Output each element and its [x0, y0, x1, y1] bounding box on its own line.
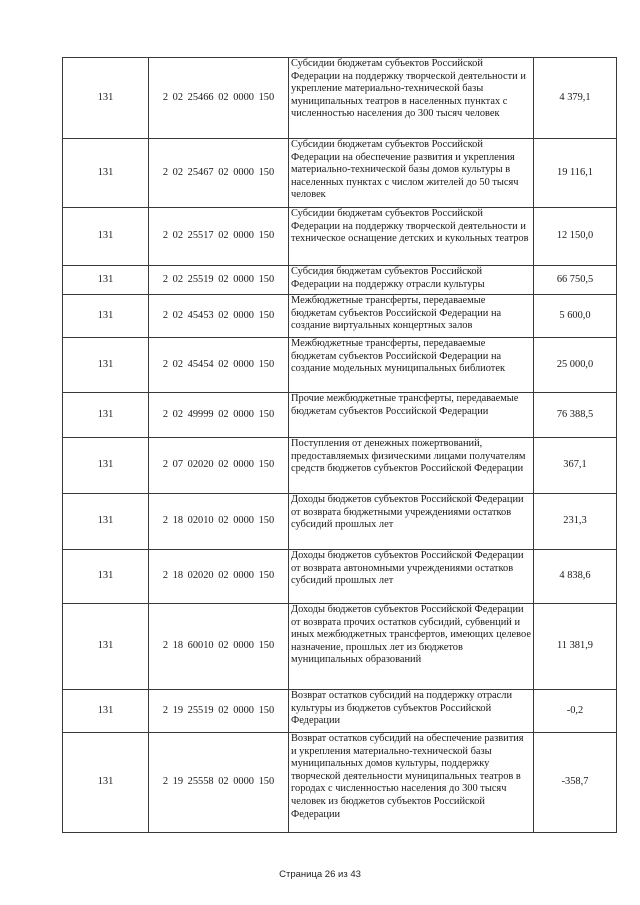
- amount-cell: 231,3: [534, 494, 617, 550]
- table-row: [63, 139, 617, 208]
- table-row: [63, 494, 617, 550]
- table-row: [63, 295, 617, 338]
- revenue-name-cell: Межбюджетные трансферты, передаваемые бюджетам субъектов Российской Федерации на создание виртуальных концертных залов: [289, 295, 534, 338]
- revenue-name-cell: Поступления от денежных пожертвований, предоставляемых физическими лицами получателям средств бюджетов субъектов Российской Федерации: [289, 438, 534, 494]
- budget-code-cell: 2 18 60010 02 0000 150: [149, 604, 289, 690]
- revenue-name-cell: Доходы бюджетов субъектов Российской Федерации от возврата прочих остатков субсидий, субвенций и иных межбюджетных трансфертов, имеющих целевое назначение, прошлых лет из бюджетов муниципальных образований: [289, 604, 534, 690]
- admin-code-cell: 131: [63, 550, 149, 604]
- table-row: [63, 550, 617, 604]
- admin-code-cell: 131: [63, 733, 149, 833]
- admin-code-cell: 131: [63, 494, 149, 550]
- budget-code-cell: 2 02 25519 02 0000 150: [149, 266, 289, 295]
- table-row: [63, 438, 617, 494]
- admin-code-cell: 131: [63, 266, 149, 295]
- amount-cell: 19 116,1: [534, 139, 617, 208]
- table-row: [63, 690, 617, 733]
- revenue-name-cell: Субсидия бюджетам субъектов Российской Федерации на поддержку отрасли культуры: [289, 266, 534, 295]
- revenue-name-cell: Субсидии бюджетам субъектов Российской Федерации на обеспечение развития и укрепления материально-технической базы домов культуры в населенных пунктах с числом жителей до 50 тысяч человек: [289, 139, 534, 208]
- admin-code-cell: 131: [63, 690, 149, 733]
- revenue-name-cell: Субсидии бюджетам субъектов Российской Федерации на поддержку творческой деятельности и укрепление материально-технической базы муниципальных театров в населенных пунктах с численностью населения до 300 тысяч человек: [289, 58, 534, 139]
- table-row: [63, 733, 617, 833]
- budget-code-cell: 2 02 45453 02 0000 150: [149, 295, 289, 338]
- amount-cell: 4 838,6: [534, 550, 617, 604]
- page-number: Страница 26 из 43: [279, 869, 361, 880]
- amount-cell: 4 379,1: [534, 58, 617, 139]
- budget-code-cell: 2 02 45454 02 0000 150: [149, 338, 289, 393]
- admin-code-cell: 131: [63, 393, 149, 438]
- budget-code-cell: 2 07 02020 02 0000 150: [149, 438, 289, 494]
- admin-code-cell: 131: [63, 208, 149, 266]
- table-row: [63, 604, 617, 690]
- revenue-name-cell: Доходы бюджетов субъектов Российской Федерации от возврата бюджетными учреждениями остатков субсидий прошлых лет: [289, 494, 534, 550]
- revenue-name-cell: Субсидии бюджетам субъектов Российской Федерации на поддержку творческой деятельности и техническое оснащение детских и кукольных театров: [289, 208, 534, 266]
- amount-cell: 25 000,0: [534, 338, 617, 393]
- amount-cell: 5 600,0: [534, 295, 617, 338]
- table-body: [63, 58, 617, 833]
- admin-code-cell: 131: [63, 338, 149, 393]
- amount-cell: 66 750,5: [534, 266, 617, 295]
- revenue-name-cell: Возврат остатков субсидий на поддержку отрасли культуры из бюджетов субъектов Российской Федерации: [289, 690, 534, 733]
- budget-code-cell: 2 02 25517 02 0000 150: [149, 208, 289, 266]
- budget-code-cell: 2 19 25519 02 0000 150: [149, 690, 289, 733]
- budget-code-cell: 2 02 25467 02 0000 150: [149, 139, 289, 208]
- table-row: [63, 338, 617, 393]
- revenue-table: [62, 57, 617, 833]
- amount-cell: -0,2: [534, 690, 617, 733]
- table-row: [63, 393, 617, 438]
- revenue-name-cell: Прочие межбюджетные трансферты, передаваемые бюджетам субъектов Российской Федерации: [289, 393, 534, 438]
- admin-code-cell: 131: [63, 604, 149, 690]
- admin-code-cell: 131: [63, 438, 149, 494]
- table-row: [63, 266, 617, 295]
- admin-code-cell: 131: [63, 295, 149, 338]
- revenue-name-cell: Возврат остатков субсидий на обеспечение развития и укрепления материально-технической базы муниципальных домов культуры, поддержку творческой деятельности муниципальных театров в городах с численностью населения до 300 тысяч человек из бюджетов субъектов Российской Федерации: [289, 733, 534, 833]
- admin-code-cell: 131: [63, 58, 149, 139]
- amount-cell: 76 388,5: [534, 393, 617, 438]
- amount-cell: 11 381,9: [534, 604, 617, 690]
- budget-code-cell: 2 18 02010 02 0000 150: [149, 494, 289, 550]
- budget-code-cell: 2 02 49999 02 0000 150: [149, 393, 289, 438]
- amount-cell: 12 150,0: [534, 208, 617, 266]
- revenue-name-cell: Межбюджетные трансферты, передаваемые бюджетам субъектов Российской Федерации на создание модельных муниципальных библиотек: [289, 338, 534, 393]
- budget-code-cell: 2 19 25558 02 0000 150: [149, 733, 289, 833]
- table-row: [63, 58, 617, 139]
- revenue-name-cell: Доходы бюджетов субъектов Российской Федерации от возврата автономными учреждениями остатков субсидий прошлых лет: [289, 550, 534, 604]
- admin-code-cell: 131: [63, 139, 149, 208]
- table-row: [63, 208, 617, 266]
- amount-cell: -358,7: [534, 733, 617, 833]
- budget-code-cell: 2 02 25466 02 0000 150: [149, 58, 289, 139]
- budget-code-cell: 2 18 02020 02 0000 150: [149, 550, 289, 604]
- amount-cell: 367,1: [534, 438, 617, 494]
